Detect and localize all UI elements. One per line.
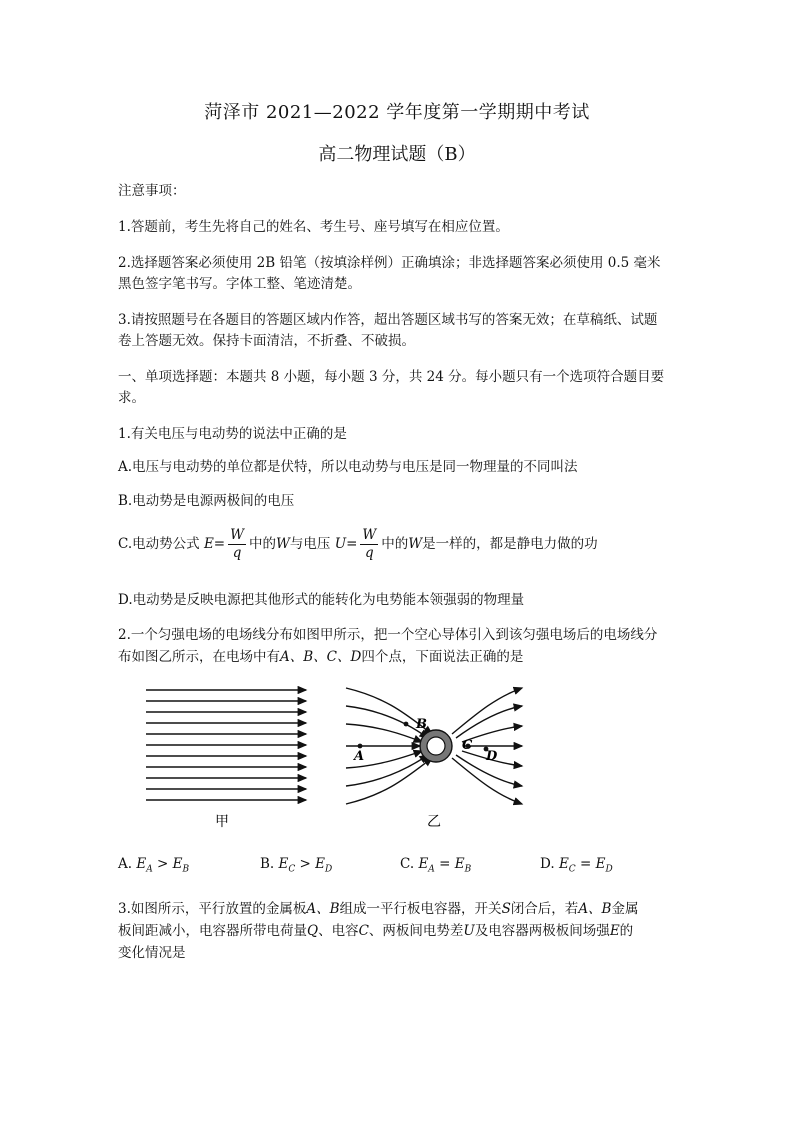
q1-c-frac2: [360, 527, 378, 562]
q2-option-b: [260, 856, 332, 875]
q2-c-E2: E: [454, 856, 465, 872]
q1-c-eq2: =: [346, 536, 358, 552]
q2-l2-post: 四个点，下面说法正确的是: [361, 649, 524, 665]
q2-d-op: =: [575, 856, 596, 872]
q1-c-W2: W: [408, 536, 423, 552]
q2-option-d: [540, 856, 613, 875]
q3-l1-post: 金属: [611, 901, 639, 917]
q1-c-frac2-num: W: [362, 527, 377, 543]
label-D: D: [486, 749, 498, 764]
q2-stem-line1: 2.一个匀强电场的电场线分布如图甲所示，把一个空心导体引入到该匀强电场后的电场线分: [118, 627, 658, 643]
q3-l2-C: C: [358, 923, 369, 939]
hollow-conductor-cavity: [427, 737, 445, 755]
q1-c-mid3: 中的: [381, 536, 409, 552]
q1-c-mid2: 与电压: [289, 536, 331, 552]
q1-c-W1: W: [276, 536, 290, 552]
q3-l2-m1: 、电容: [318, 923, 359, 939]
q1-option-d: D.电动势是反映电源把其他形式的能转化为电势能本领强弱的物理量: [118, 592, 525, 608]
q2-a-sub2: B: [182, 864, 190, 875]
q2-c-sub2: B: [464, 864, 472, 875]
q1-option-c: [118, 524, 678, 564]
point-B: [404, 722, 409, 727]
q2-d-E2: E: [595, 856, 606, 872]
note-3-line2: 卷上答题无效。保持卡面清洁，不折叠、不破损。: [118, 333, 415, 349]
q3-l1-mid: 组成一平行板电容器，开关: [339, 901, 502, 917]
q1-c-U: U: [334, 536, 347, 552]
fig-label-yi: 乙: [427, 814, 441, 830]
q3-line3: 变化情况是: [118, 945, 186, 961]
q3-l1-S: S: [501, 901, 511, 917]
note-3-line1: 3.请按照题号在各题目的答题区域内作答，超出答题区域书写的答案无效；在草稿纸、试题: [118, 312, 658, 328]
q2-d-E1: E: [558, 856, 569, 872]
q2-b-sub2: D: [325, 864, 333, 875]
q3-line2: [118, 920, 678, 942]
q2-a-op: >: [152, 856, 173, 872]
q2-option-a: [118, 856, 189, 875]
q2-option-c: [400, 856, 471, 875]
q2-b-op: >: [295, 856, 316, 872]
q2-l2-points: A、B、C、D: [280, 649, 362, 665]
q1-option-a: A.电压与电动势的单位都是伏特，所以电动势与电压是同一物理量的不同叫法: [118, 459, 578, 475]
q3-l2-Q: Q: [307, 923, 319, 939]
q2-c-letter: C.: [400, 856, 415, 872]
q3-l2-m3: 及电容器两极板间场强: [474, 923, 610, 939]
uniform-field-lines: [146, 690, 306, 800]
label-A: A: [354, 749, 365, 764]
q2-a-letter: A.: [118, 856, 133, 872]
point-A: [358, 744, 363, 749]
q1-c-eq1: =: [213, 536, 226, 552]
q2-a-E2: E: [172, 856, 183, 872]
q2-a-E1: E: [136, 856, 147, 872]
section1-line1: 一、单项选择题：本题共 8 小题，每小题 3 分，共 24 分。每小题只有一个选项符合题目要: [118, 369, 665, 385]
q3-l1-pre: 3.如图所示，平行放置的金属板: [118, 901, 307, 917]
q2-stem-line2: [118, 646, 678, 668]
q2-d-sub1: C: [568, 864, 576, 875]
q1-c-prefix: C.电动势公式: [118, 536, 200, 552]
q2-a-sub1: A: [146, 864, 153, 875]
q2-b-sub1: C: [288, 864, 296, 875]
q2-b-E2: E: [315, 856, 326, 872]
note-2-line1: 2.选择题答案必须使用 2B 铅笔（按填涂样例）正确填涂；非选择题答案必须使用 0.5 毫米: [118, 255, 661, 271]
note-2-line2: 黑色签字笔书写。字体工整、笔迹清楚。: [118, 276, 361, 292]
q1-option-b: B.电动势是电源两极间的电压: [118, 493, 295, 509]
q1-c-post: 是一样的，都是静电力做的功: [422, 536, 598, 552]
exam-subtitle: 高二物理试题（B）: [318, 144, 476, 165]
q3-line1: [118, 898, 678, 920]
q2-c-sub1: A: [428, 864, 435, 875]
q2-b-letter: B.: [260, 856, 275, 872]
exam-title: 菏泽市 2021—2022 学年度第一学期期中考试: [204, 102, 590, 123]
q3-l2-U: U: [463, 923, 475, 939]
q3-l1-AB: A、B: [306, 901, 340, 917]
q2-d-letter: D.: [540, 856, 555, 872]
fig-label-jia: 甲: [215, 814, 229, 830]
q1-c-frac1: [228, 527, 246, 562]
q2-c-E1: E: [418, 856, 429, 872]
label-C: C: [462, 738, 473, 753]
q2-l2-pre: 布如图乙所示，在电场中有: [118, 649, 280, 665]
q3-l1-AB2: A、B: [578, 901, 612, 917]
q1-c-E: E: [203, 536, 214, 552]
q1-stem: 1.有关电压与电动势的说法中正确的是: [118, 426, 347, 442]
q3-l2-pre: 板间距减小，电容器所带电荷量: [118, 923, 307, 939]
q1-c-frac1-den: q: [232, 545, 242, 561]
q1-c-frac1-num: W: [230, 527, 244, 543]
q2-d-sub2: D: [605, 864, 613, 875]
section1-line2: 求。: [118, 390, 145, 406]
q2-b-E1: E: [278, 856, 289, 872]
q3-l2-post: 的: [619, 923, 634, 939]
label-B: B: [416, 717, 427, 732]
notes-heading: 注意事项：: [118, 183, 186, 199]
q3-l2-E: E: [609, 923, 620, 939]
q1-c-mid1: 中的: [249, 536, 276, 552]
q1-c-frac2-den: q: [365, 545, 374, 561]
q3-l2-m2: 、两板间电势差: [368, 923, 464, 939]
note-1: 1.答题前，考生先将自己的姓名、考生号、座号填写在相应位置。: [118, 219, 509, 235]
q2-figure: [118, 676, 538, 836]
q2-c-op: =: [434, 856, 455, 872]
q3-l1-mid2: 闭合后，若: [510, 901, 579, 917]
